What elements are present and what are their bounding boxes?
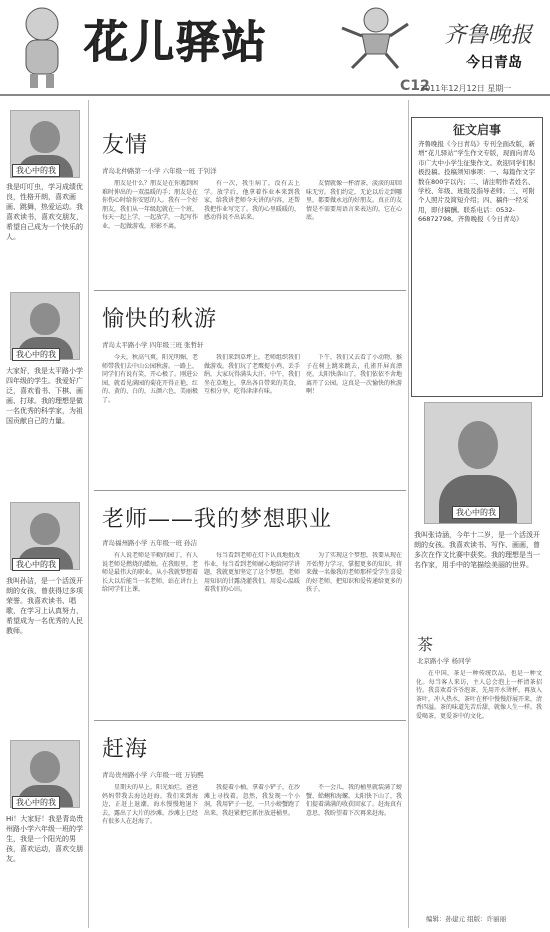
profile-bio: 我叫张诗涵，今年十二岁，是一个活泼开朗的女孩。我喜欢读书、写作、画画，曾多次在作文比赛中获奖。我的理想是当一名作家，用手中的笔描绘美丽的世界。	[414, 531, 540, 569]
notice-text: 齐鲁晚报《今日青岛》专刊全面改版，新增“花儿驿站”学生作文专版，现面向青岛市广大中小学生征集作文。欢迎同学们积极投稿。投稿须知事项：一、每篇作文字数在800字以内；二、请注明作者姓名、学校、年级、班级及指导老师；三、可附个人照片及简短介绍；四、稿件一经采用，即付稿酬。联系电话：0532-66872798。齐鲁晚报《今日青岛》	[418, 140, 536, 224]
date-line: 2011年12月12日 星期一	[420, 84, 512, 93]
article-title: 愉快的秋游	[102, 307, 218, 332]
article-title: 老师——我的梦想职业	[102, 507, 333, 532]
article-title: 友情	[102, 133, 149, 158]
article-byline: 青岛贵州路小学 六年级一班 万钧熙	[102, 771, 204, 779]
notice-title: 征文启事	[452, 123, 501, 137]
article-byline: 北京路小学 杨同学	[417, 657, 472, 665]
article-column: 有一次，我生病了，没有去上学。放学后，他拿着作业本来到我家，给我讲老师今天讲的内容，还帮我把作业写完了。我的心里暖暖的，感动得说不出话来。	[204, 180, 300, 222]
profile-badge: 我心中的我	[452, 506, 500, 519]
article-column: 今天，秋高气爽，阳光明媚，老师带我们去中山公园秋游。一路上，同学们有说有笑，开心极了。刚进公园，就看见满园的菊花开得正艳，红的、黄的、白的，五颜六色，美丽极了。	[102, 354, 198, 404]
profile-bio: 我叫孙洁，是一个活泼开朗的女孩，曾获得过多项荣誉。我喜欢读书、唱歌，在学习上认真努力，希望成为一名优秀的人民教师。	[6, 577, 83, 635]
article-column: 我们来到草坪上，老师组织我们做游戏。我们玩了老鹰捉小鸡、丢手绢，大家玩得满头大汗。中午，我们坐在草地上，拿出各自带来的美食，互相分享，吃得津津有味。	[204, 354, 300, 396]
profile-bio: Hi！大家好！我是青岛贵州路小学六年级一班的学生，我是一个阳光的男孩，喜欢运动，喜欢交朋友。	[6, 815, 84, 863]
article-column: 有人说老师是辛勤的园丁，有人说老师是燃烧的蜡烛。在我眼里，老师是最伟大的职业。从小我就梦想着长大以后能当一名老师，站在讲台上给同学们上课。	[102, 552, 198, 594]
editor-credit: 编辑：孙建元 组版：许丽丽	[426, 915, 507, 923]
article-separator	[94, 290, 406, 291]
article-byline: 青岛太平路小学 四年级三班 张哲轩	[102, 341, 204, 349]
profile-badge: 我心中的我	[12, 558, 60, 571]
article-column: 友情就像一杯清茶，淡淡的却回味无穷。我们约定，无论以后走到哪里，都要做永远的好朋友。真正的友情是不需要用语言来表达的，它在心底。	[306, 180, 402, 222]
article-separator	[94, 490, 406, 491]
girl-cartoon-icon	[4, 2, 82, 92]
masthead-brand: 花儿驿站	[84, 17, 268, 68]
article-column: 下午，我们又去看了小动物，猴子在树上跳来跳去，孔雀开屏真漂亮。太阳快落山了，我们依依不舍地离开了公园。这真是一次愉快的秋游啊！	[306, 354, 402, 396]
sidebar	[4, 100, 84, 930]
page-number: C12	[400, 78, 430, 94]
sidebar-divider	[88, 100, 89, 928]
article-title: 茶	[417, 635, 434, 654]
article-byline: 青岛北仲路第一小学 六年级一班 于钊洋	[102, 167, 217, 175]
article-column: 为了实现这个梦想，我要从现在开始努力学习，掌握更多的知识，将来做一名像我的老师那样受学生喜爱的好老师，把知识和爱传递给更多的孩子。	[306, 552, 402, 594]
profile-badge: 我心中的我	[12, 796, 60, 809]
article-column: 不一会儿，我的桶里就装满了螃蟹、蛤蜊和海螺。太阳快下山了，我们提着满满的收获回家了。赶海真有意思，我盼望着下次再来赶海。	[306, 784, 402, 817]
article-column: 在中国，茶是一种传统饮品，也是一种文化。每当客人来访，主人总会泡上一杯清茶招待。我喜欢看爷爷泡茶，先用开水烫杯，再放入茶叶，冲入热水，茶叶在杯中慢慢舒展开来，清香四溢。茶的味道先苦后甜，就像人生一样。我爱喝茶，更爱茶中的文化。	[416, 670, 542, 720]
article-column: 星期天的早上，阳光灿烂，爸爸妈妈带我去海边赶海。我们来到海边，正赶上退潮，海水慢慢地退下去，露出了大片的沙滩。沙滩上已经有很多人在赶海了。	[102, 784, 198, 826]
article-byline: 青岛福州路小学 五年级一班 孙洁	[102, 539, 198, 547]
header-rule	[0, 94, 550, 96]
jumping-boy-cartoon-icon	[332, 4, 412, 74]
newspaper-name: 齐鲁晚报	[444, 23, 533, 48]
article-title: 赶海	[102, 737, 149, 762]
profile-bio: 我是叮叮虫，学习成绩优良，性格开朗，喜欢画画、跳舞，热爱运动。我喜欢读书，喜欢交朋友，希望自己成为一个快乐的人。	[6, 183, 83, 241]
article-column: 朋友是什么？朋友是在你遇到困难时伸出的一双温暖的手；朋友是在你伤心时给你安慰的人。我有一个好朋友，我们从一年级起就在一个班，每天一起上学，一起放学，一起写作业，一起做游戏，形影不离。	[102, 180, 198, 230]
article-separator	[94, 720, 406, 721]
profile-badge: 我心中的我	[12, 348, 60, 361]
profile-badge: 我心中的我	[12, 164, 60, 177]
masthead	[0, 0, 550, 94]
article-column: 我提着小桶，拿着小铲子，在沙滩上寻找着。忽然，我发现一个小洞，我用铲子一挖，一只小螃蟹跑了出来，我赶紧把它抓住放进桶里。	[204, 784, 300, 817]
profile-bio: 大家好，我是太平路小学四年级的学生。我爱好广泛，喜欢看书、下棋、画画、打球。我的理想是做一名优秀的科学家，为祖国贡献自己的力量。	[6, 367, 83, 425]
article-column: 每当看到老师在灯下认真地批改作业，每当看到老师耐心地给同学讲题，我就更加坚定了这个梦想。老师用知识的甘露浇灌我们，用爱心温暖着我们的心田。	[204, 552, 300, 594]
right-column-divider	[408, 100, 409, 928]
edition-name: 今日青岛	[466, 55, 522, 71]
